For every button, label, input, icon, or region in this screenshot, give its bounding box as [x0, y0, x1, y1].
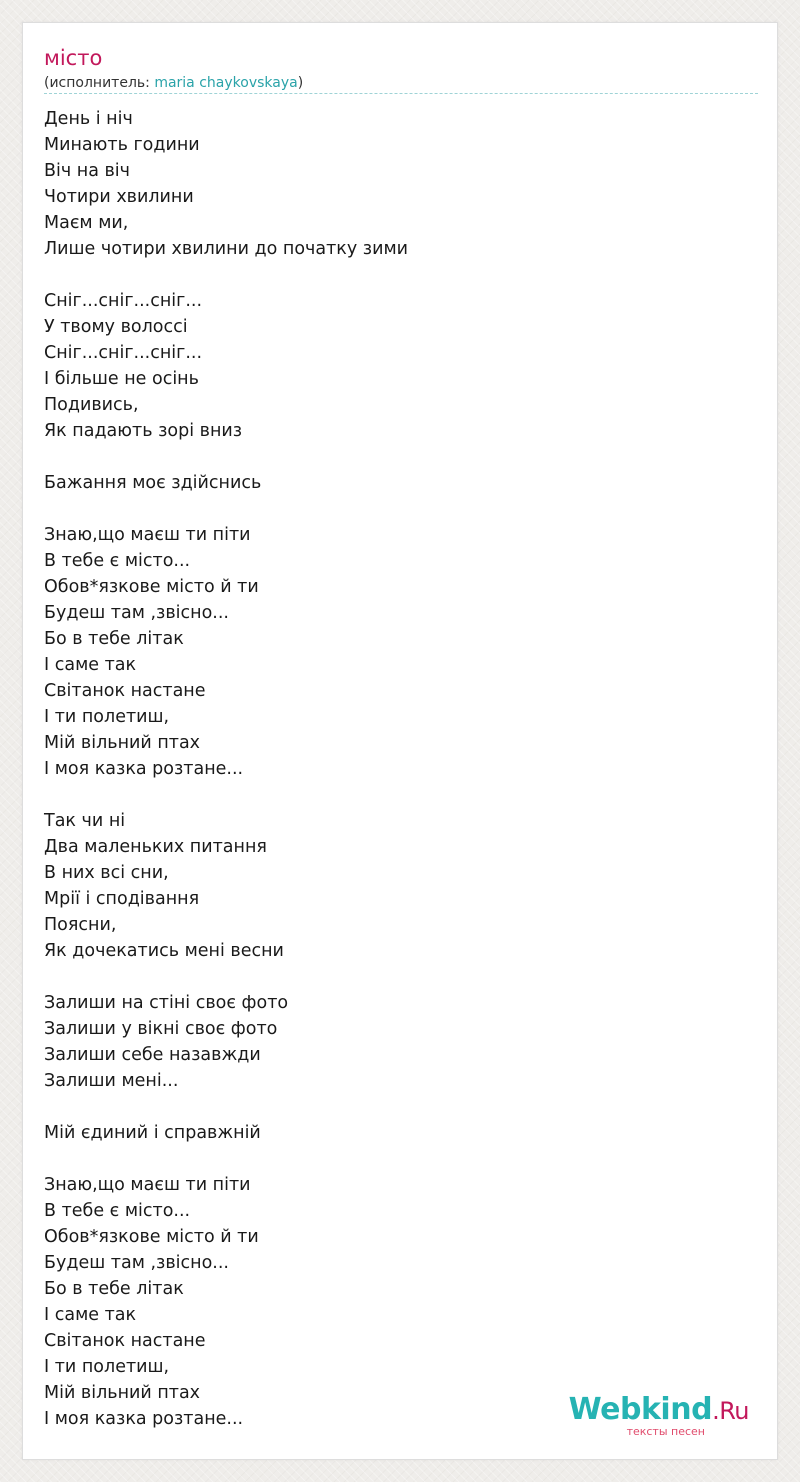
stanza-gap [44, 1094, 758, 1120]
lyric-line: Будеш там ,звісно... [44, 1253, 229, 1273]
lyric-line: Світанок настане [44, 681, 206, 701]
logo-tagline: тексты песен [626, 1425, 705, 1438]
lyric-line: Лише чотири хвилини до початку зими [44, 239, 409, 259]
lyric-line: Бо в тебе літак [44, 1279, 184, 1299]
lyric-line: Мій єдиний і справжній [44, 1123, 261, 1143]
lyric-line: Мій вільний птах [44, 1383, 201, 1403]
lyric-line: І більше не осінь [44, 369, 199, 389]
stanza-gap [44, 444, 758, 470]
lyric-line: Так чи ні [44, 811, 126, 831]
lyric-line: Залиши мені... [44, 1071, 179, 1091]
lyric-line: І ти полетиш, [44, 707, 170, 727]
logo-main-text: Webkind [568, 1392, 713, 1427]
lyric-line: Бажання моє здійснись [44, 473, 262, 493]
lyrics-card [22, 22, 778, 1460]
logo-wordmark [569, 1393, 749, 1428]
lyric-line: Минають години [44, 135, 200, 155]
logo-suffix: .Ru [712, 1397, 749, 1425]
artist-link[interactable]: maria chaykovskaya [154, 75, 298, 91]
stanza-gap [44, 782, 758, 808]
lyric-line: Чотири хвилини [44, 187, 194, 207]
lyric-line: Залиши себе назавжди [44, 1045, 261, 1065]
lyric-line: І саме так [44, 655, 137, 675]
site-logo[interactable] [559, 1393, 749, 1437]
lyric-line: І моя казка розтане... [44, 759, 244, 779]
lyric-line: Сніг...сніг...сніг... [44, 343, 203, 363]
lyrics-text [44, 106, 758, 1432]
lyric-line: Світанок настане [44, 1331, 206, 1351]
lyric-line: Поясни, [44, 915, 117, 935]
lyric-line: І саме так [44, 1305, 137, 1325]
stanza-gap [44, 496, 758, 522]
stanza-gap [44, 262, 758, 288]
artist-prefix: (исполнитель: [44, 75, 155, 91]
lyric-line: Знаю,що маєш ти піти [44, 525, 251, 545]
lyric-line: Залиши на стіні своє фото [44, 993, 289, 1013]
lyric-line: Подивись, [44, 395, 139, 415]
stanza-gap [44, 964, 758, 990]
lyric-line: Маєм ми, [44, 213, 129, 233]
artist-line [44, 74, 303, 92]
lyric-line: В тебе є місто... [44, 551, 191, 571]
lyric-line: Обов*язкове місто й ти [44, 1227, 259, 1247]
lyric-line: Мрії і сподівання [44, 889, 200, 909]
lyric-line: Сніг...сніг...сніг... [44, 291, 203, 311]
lyric-line: Бо в тебе літак [44, 629, 184, 649]
lyric-line: І моя казка розтане... [44, 1409, 244, 1429]
lyric-line: Знаю,що маєш ти піти [44, 1175, 251, 1195]
lyric-line: Мій вільний птах [44, 733, 201, 753]
stanza-gap [44, 1146, 758, 1172]
lyric-line: Обов*язкове місто й ти [44, 577, 259, 597]
lyric-line: Як падають зорі вниз [44, 421, 243, 441]
lyric-line: В них всі сни, [44, 863, 169, 883]
lyric-line: Будеш там ,звісно... [44, 603, 229, 623]
lyric-line: В тебе є місто... [44, 1201, 191, 1221]
lyric-line: Залиши у вікні своє фото [44, 1019, 278, 1039]
lyric-line: Віч на віч [44, 161, 131, 181]
lyric-line: І ти полетиш, [44, 1357, 170, 1377]
song-title: місто [44, 46, 103, 70]
artist-suffix: ) [297, 75, 304, 91]
lyric-line: День і ніч [44, 109, 133, 129]
lyric-line: У твому волоссі [44, 317, 188, 337]
lyric-line: Два маленьких питання [44, 837, 267, 857]
lyric-line: Як дочекатись мені весни [44, 941, 284, 961]
title-divider [44, 93, 758, 94]
